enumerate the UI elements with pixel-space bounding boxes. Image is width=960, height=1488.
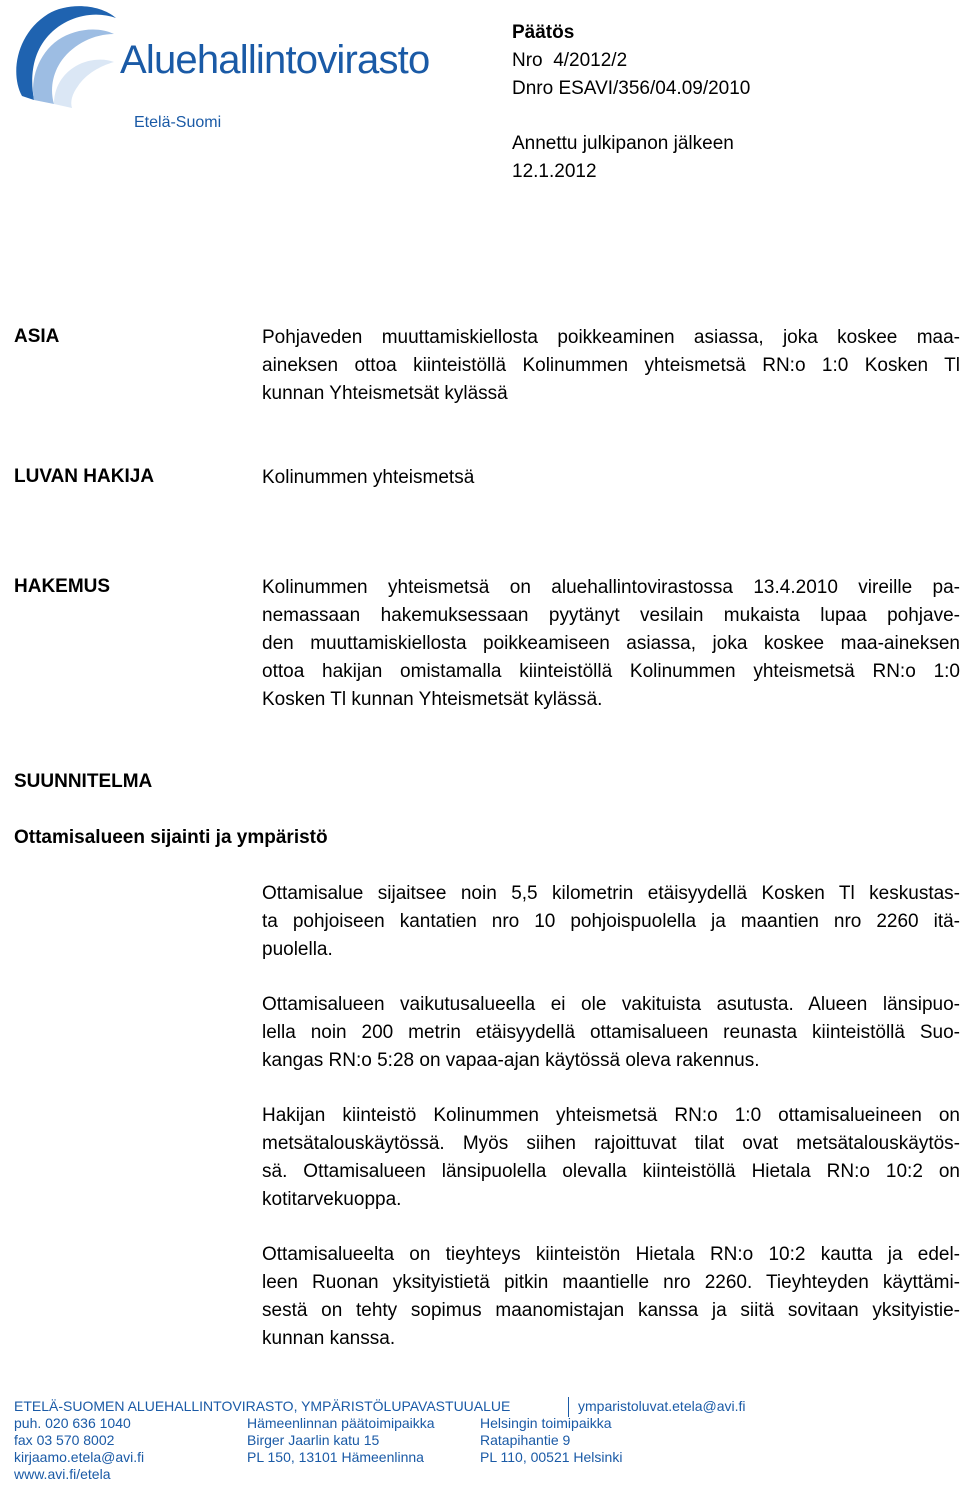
footer-web-link[interactable]: www.avi.fi/etela [14,1466,111,1482]
footer-address-line: Hämeenlinnan päätoimipaikka [247,1415,435,1431]
footer-org: ETELÄ-SUOMEN ALUEHALLINTOVIRASTO, YMPÄRISTÖLUPAVASTUUALUE [14,1398,511,1414]
doc-type: Päätös [512,22,575,43]
text-line: kunnan kanssa. [262,1328,396,1349]
logo-wordmark: Aluehallintovirasto [120,38,430,82]
text-line: Pohjaveden muuttamiskiellosta poikkeaminen asiassa, joka koskee maa- [262,327,960,348]
text-line: kunnan Yhteismetsät kylässä [262,383,508,404]
nro-label: Nro [512,50,543,71]
text-line: sä. Ottamisalueen länsipuolella olevalla kiinteistöllä Hietala RN:o 10:2 on [262,1161,960,1182]
text-line: Kolinummen yhteismetsä [262,467,475,488]
footer-email-link[interactable]: kirjaamo.etela@avi.fi [14,1449,145,1465]
section-text-hakemus [262,574,960,714]
section-text-hakija [262,464,960,492]
paragraph-sijainti-4 [262,1241,960,1353]
text-line: aineksen ottoa kiinteistöllä Kolinummen yhteismetsä RN:o 1:0 Kosken Tl [262,355,960,376]
footer-address-line: PL 150, 13101 Hämeenlinna [247,1449,424,1465]
section-label-hakija: LUVAN HAKIJA [14,466,155,487]
footer-divider [568,1397,569,1417]
text-line: kotitarvekuoppa. [262,1189,402,1210]
dnro: Dnro ESAVI/356/04.09/2010 [512,78,751,99]
text-line: Ottamisalue sijaitsee noin 5,5 kilometrin etäisyydellä Kosken Tl keskustas- [262,883,960,904]
decision-number [512,47,627,75]
footer-address-line: Helsingin toimipaikka [480,1415,612,1431]
given-date: 12.1.2012 [512,161,597,182]
footer-fax: fax 03 570 8002 [14,1432,115,1448]
text-line: Kolinummen yhteismetsä on aluehallintovirastossa 13.4.2010 vireille pa- [262,577,960,598]
nro-value: 4/2012/2 [553,50,628,71]
footer-phone: puh. 020 636 1040 [14,1415,131,1431]
text-line: ta pohjoiseen kantatien nro 10 pohjoispuolella ja maantien nro 2260 itä- [262,911,960,932]
subheading-sijainti: Ottamisalueen sijainti ja ympäristö [14,827,328,848]
footer-email-top[interactable]: ymparistoluvat.etela@avi.fi [578,1398,746,1414]
text-line: Ottamisalueen vaikutusalueella ei ole vakituista asutusta. Alueen länsipuo- [262,994,960,1015]
text-line: Kosken Tl kunnan Yhteismetsät kylässä. [262,689,603,710]
footer-contact [14,1415,144,1483]
given-label: Annettu julkipanon jälkeen [512,133,734,154]
text-line: ottoa hakijan omistamalla kiinteistöllä Kolinummen yhteismetsä RN:o 1:0 [262,661,960,682]
paragraph-sijainti-1 [262,880,960,964]
text-line: nemassaan hakemuksessaan pyytänyt vesilain mukaista lupaa pohjave- [262,605,960,626]
footer-hameenlinna [247,1415,435,1466]
logo-region: Etelä-Suomi [134,114,222,131]
paragraph-sijainti-2 [262,991,960,1075]
section-text-asia [262,324,960,408]
text-line: sestä on tehty sopimus maanomistajan kanssa ja siitä sovitaan yksityistie- [262,1300,960,1321]
section-label-hakemus: HAKEMUS [14,576,111,597]
text-line: leen Ruonan yksityistietä pitkin maantielle nro 2260. Tieyhteyden käyttämi- [262,1272,960,1293]
text-line: kangas RN:o 5:28 on vapaa-ajan käytössä oleva rakennus. [262,1050,760,1071]
footer-helsinki [480,1415,622,1466]
section-label-suunnitelma: SUUNNITELMA [14,771,153,792]
footer-address-line: Ratapihantie 9 [480,1432,571,1448]
text-line: lella noin 200 metrin etäisyydellä ottamisalueen reunasta kiinteistöllä Suo- [262,1022,960,1043]
text-line: Ottamisalueelta on tieyhteys kiinteistön Hietala RN:o 10:2 kautta ja edel- [262,1244,960,1265]
footer-address-line: PL 110, 00521 Helsinki [480,1449,623,1465]
footer-address-line: Birger Jaarlin katu 15 [247,1432,380,1448]
section-label-asia: ASIA [14,326,60,347]
logo-swoosh-icon [8,4,118,108]
text-line: Hakijan kiinteistö Kolinummen yhteismetsä RN:o 1:0 ottamisalueineen on [262,1105,960,1126]
text-line: den muuttamiskiellosta poikkeamiseen asiassa, joka koskee maa-aineksen [262,633,960,654]
text-line: puolella. [262,939,333,960]
paragraph-sijainti-3 [262,1102,960,1214]
text-line: metsätalouskäytössä. Myös siihen rajoittuvat tilat ovat metsätalouskäytös- [262,1133,960,1154]
